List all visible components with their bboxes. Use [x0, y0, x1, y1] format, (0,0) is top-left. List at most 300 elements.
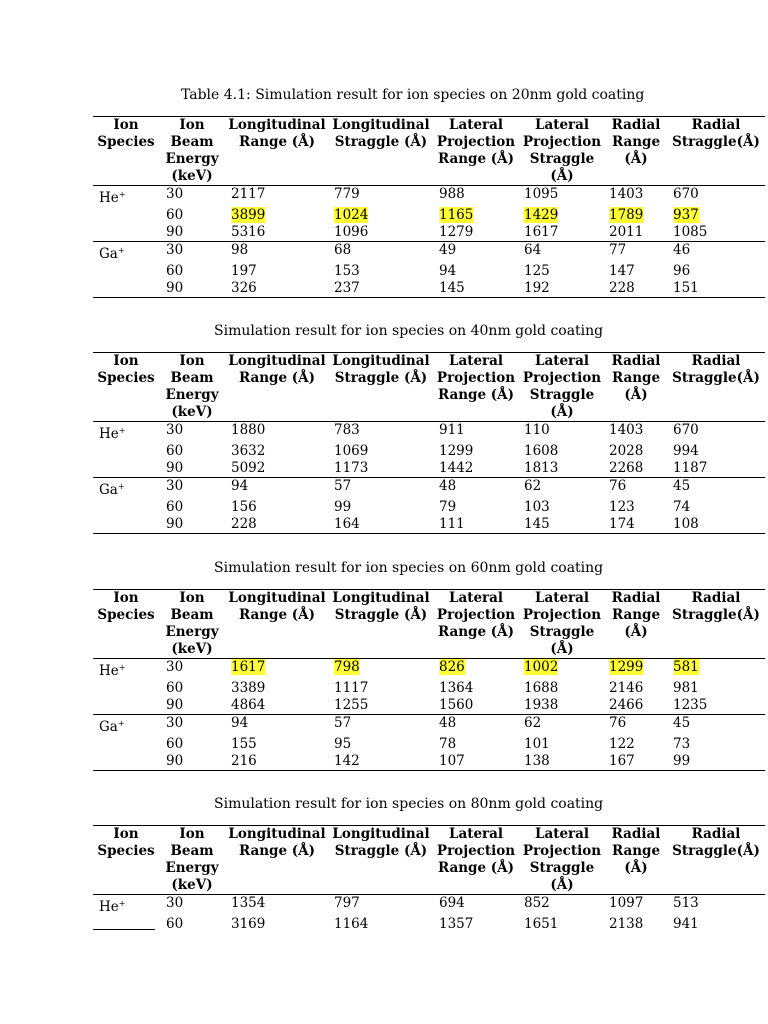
- column-header: [159, 117, 225, 186]
- value-cell: [667, 460, 765, 478]
- value-cell: [329, 186, 433, 208]
- value-cell: [329, 916, 433, 933]
- cell-value: 1095: [524, 186, 559, 202]
- column-header: [667, 117, 765, 186]
- header-row: [93, 353, 765, 422]
- cell-value: 1024: [334, 207, 369, 223]
- cell-value: 101: [524, 736, 550, 752]
- value-cell: [433, 186, 519, 208]
- value-cell: [605, 280, 667, 298]
- value-cell: [667, 207, 765, 224]
- cell-value: 5092: [231, 460, 266, 476]
- table-row: [93, 680, 765, 697]
- column-header-line: Ion: [113, 826, 139, 842]
- column-header-line: Range (Å): [238, 370, 316, 386]
- column-header-line: Straggle (Å): [334, 370, 428, 386]
- energy-cell: [159, 478, 225, 500]
- cell-value: 1299: [439, 443, 474, 459]
- cell-value: 1403: [609, 186, 644, 202]
- value-cell: [605, 753, 667, 771]
- value-cell: [519, 263, 605, 280]
- cell-value: 99: [673, 753, 691, 769]
- column-header-line: (Å): [550, 877, 574, 893]
- value-cell: [605, 715, 667, 737]
- cell-value: 4864: [231, 697, 266, 713]
- column-header-line: Beam: [170, 134, 214, 150]
- value-cell: [519, 895, 605, 917]
- energy-cell: [159, 280, 225, 298]
- column-header-line: Ion: [113, 590, 139, 606]
- cell-value: 3169: [231, 916, 266, 932]
- species-charge: +: [117, 246, 125, 255]
- column-header-line: (Å): [624, 624, 648, 640]
- cell-value: 78: [439, 736, 457, 752]
- column-header-line: Energy: [165, 151, 219, 167]
- value-cell: [433, 207, 519, 224]
- table-row: [93, 499, 765, 516]
- value-cell: [605, 460, 667, 478]
- cell-value: 1117: [334, 680, 369, 696]
- value-cell: [667, 736, 765, 753]
- value-cell: [329, 659, 433, 681]
- value-cell: [519, 680, 605, 697]
- header-row: [93, 117, 765, 186]
- ion-species-cell: [93, 516, 159, 534]
- column-header-line: (Å): [550, 168, 574, 184]
- energy-cell: [159, 659, 225, 681]
- cell-value: 798: [334, 659, 360, 675]
- cell-value: 1235: [673, 697, 708, 713]
- table-row: [93, 895, 765, 917]
- column-header-line: Longitudinal: [332, 353, 430, 369]
- value-cell: [667, 478, 765, 500]
- column-header-line: Radial: [611, 590, 661, 606]
- header-row: [93, 590, 765, 659]
- cell-value: 1364: [439, 680, 474, 696]
- table-caption: Simulation result for ion species on 80nm gold coating: [214, 796, 604, 812]
- cell-value: 90: [166, 753, 184, 769]
- column-header: [329, 353, 433, 422]
- value-cell: [519, 516, 605, 534]
- column-header-line: Species: [97, 134, 155, 150]
- value-cell: [225, 916, 329, 933]
- cell-value: 826: [439, 659, 465, 675]
- cell-value: 76: [609, 715, 627, 731]
- energy-cell: [159, 263, 225, 280]
- species-name: He: [99, 663, 119, 679]
- column-header-line: Projection: [522, 607, 602, 623]
- column-header-line: Range (Å): [238, 134, 316, 150]
- table-row: [93, 460, 765, 478]
- species-group: [93, 715, 765, 771]
- energy-cell: [159, 895, 225, 917]
- species-charge: +: [118, 426, 126, 435]
- value-cell: [519, 753, 605, 771]
- column-header: [667, 826, 765, 895]
- cell-value: 94: [231, 478, 249, 494]
- cell-value: 2117: [231, 186, 266, 202]
- column-header-line: Ion: [179, 590, 205, 606]
- value-cell: [667, 753, 765, 771]
- energy-cell: [159, 186, 225, 208]
- cell-value: 783: [334, 422, 360, 438]
- cell-value: 30: [166, 715, 184, 731]
- column-header-line: Radial: [691, 117, 741, 133]
- column-header-line: Radial: [611, 117, 661, 133]
- value-cell: [433, 895, 519, 917]
- table-row: [93, 697, 765, 715]
- value-cell: [329, 895, 433, 917]
- column-header-line: Range (Å): [437, 860, 515, 876]
- table-row: [93, 207, 765, 224]
- column-header: [329, 826, 433, 895]
- cell-value: 2466: [609, 697, 644, 713]
- value-cell: [519, 443, 605, 460]
- cell-value: 98: [231, 242, 249, 258]
- value-cell: [519, 280, 605, 298]
- value-cell: [433, 224, 519, 242]
- cell-value: 937: [673, 207, 699, 223]
- value-cell: [433, 499, 519, 516]
- value-cell: [329, 478, 433, 500]
- value-cell: [329, 499, 433, 516]
- column-header-line: (Å): [550, 641, 574, 657]
- species-name: Ga: [99, 482, 118, 498]
- value-cell: [225, 516, 329, 534]
- value-cell: [667, 659, 765, 681]
- cell-value: 68: [334, 242, 352, 258]
- cell-value: 852: [524, 895, 550, 911]
- column-header-line: Lateral: [448, 353, 504, 369]
- cell-value: 1403: [609, 422, 644, 438]
- value-cell: [329, 280, 433, 298]
- column-header-line: Radial: [691, 353, 741, 369]
- cell-value: 153: [334, 263, 360, 279]
- species-name: He: [99, 190, 119, 206]
- value-cell: [225, 280, 329, 298]
- value-cell: [605, 736, 667, 753]
- value-cell: [433, 659, 519, 681]
- simulation-table: [93, 589, 765, 771]
- column-header: [667, 590, 765, 659]
- ion-species-cell: [93, 499, 159, 516]
- cell-value: 911: [439, 422, 465, 438]
- cell-value: 988: [439, 186, 465, 202]
- cell-value: 1357: [439, 916, 474, 932]
- value-cell: [329, 516, 433, 534]
- column-header-line: Projection: [522, 134, 602, 150]
- cell-value: 77: [609, 242, 627, 258]
- value-cell: [329, 753, 433, 771]
- cell-value: 1299: [609, 659, 644, 675]
- value-cell: [519, 736, 605, 753]
- cell-value: 96: [673, 263, 691, 279]
- species-group: [93, 478, 765, 534]
- cell-value: 30: [166, 659, 184, 675]
- cell-value: 110: [524, 422, 550, 438]
- value-cell: [667, 422, 765, 444]
- value-cell: [519, 224, 605, 242]
- value-cell: [605, 659, 667, 681]
- cell-value: 90: [166, 516, 184, 532]
- cell-value: 138: [524, 753, 550, 769]
- value-cell: [433, 736, 519, 753]
- column-header-line: Straggle (Å): [334, 843, 428, 859]
- value-cell: [667, 916, 765, 933]
- table-row: [93, 242, 765, 264]
- column-header-line: (keV): [171, 168, 213, 184]
- value-cell: [433, 680, 519, 697]
- species-group: [93, 422, 765, 478]
- value-cell: [667, 715, 765, 737]
- energy-cell: [159, 680, 225, 697]
- column-header: [159, 353, 225, 422]
- cell-value: 60: [166, 736, 184, 752]
- cell-value: 90: [166, 280, 184, 296]
- column-header-line: Energy: [165, 860, 219, 876]
- value-cell: [667, 516, 765, 534]
- energy-cell: [159, 499, 225, 516]
- cell-value: 30: [166, 895, 184, 911]
- column-header-line: Range: [611, 843, 661, 859]
- cell-value: 2011: [609, 224, 644, 240]
- value-cell: [605, 499, 667, 516]
- cell-value: 228: [609, 280, 635, 296]
- column-header-line: Range: [611, 134, 661, 150]
- cell-value: 74: [673, 499, 691, 515]
- column-header: [329, 117, 433, 186]
- value-cell: [225, 715, 329, 737]
- column-header-line: Straggle(Å): [672, 843, 760, 859]
- cell-value: 45: [673, 478, 691, 494]
- value-cell: [225, 207, 329, 224]
- column-header-line: Lateral: [534, 353, 590, 369]
- table-row: [93, 736, 765, 753]
- cell-value: 1069: [334, 443, 369, 459]
- value-cell: [329, 263, 433, 280]
- value-cell: [667, 186, 765, 208]
- column-header-line: Projection: [436, 134, 516, 150]
- column-header-line: Energy: [165, 387, 219, 403]
- value-cell: [433, 478, 519, 500]
- simulation-table: [93, 352, 765, 534]
- value-cell: [329, 680, 433, 697]
- value-cell: [605, 895, 667, 917]
- value-cell: [605, 443, 667, 460]
- cell-value: 1096: [334, 224, 369, 240]
- cell-value: 1608: [524, 443, 559, 459]
- energy-cell: [159, 224, 225, 242]
- cell-value: 62: [524, 715, 542, 731]
- table-row: [93, 186, 765, 208]
- column-header-line: Longitudinal: [332, 826, 430, 842]
- ion-species-cell: [93, 280, 159, 298]
- value-cell: [519, 499, 605, 516]
- table-row: [93, 443, 765, 460]
- value-cell: [519, 207, 605, 224]
- column-header: [519, 117, 605, 186]
- column-header: [519, 590, 605, 659]
- cell-value: 3632: [231, 443, 266, 459]
- value-cell: [667, 680, 765, 697]
- column-header-line: Projection: [522, 843, 602, 859]
- value-cell: [433, 753, 519, 771]
- cell-value: 122: [609, 736, 635, 752]
- column-header: [519, 353, 605, 422]
- cell-value: 151: [673, 280, 699, 296]
- column-header-line: Lateral: [448, 826, 504, 842]
- ion-species-cell: [93, 916, 159, 933]
- column-header-line: Lateral: [534, 117, 590, 133]
- column-header-line: Straggle: [529, 387, 595, 403]
- ion-species-cell: [93, 224, 159, 242]
- cell-value: 3899: [231, 207, 266, 223]
- cell-value: 103: [524, 499, 550, 515]
- column-header-line: (Å): [624, 151, 648, 167]
- cell-value: 145: [439, 280, 465, 296]
- ion-species-cell: [93, 207, 159, 224]
- value-cell: [225, 895, 329, 917]
- column-header-line: Longitudinal: [228, 590, 326, 606]
- column-header-line: Radial: [691, 590, 741, 606]
- column-header-line: Straggle (Å): [334, 134, 428, 150]
- cell-value: 94: [439, 263, 457, 279]
- cell-value: 1617: [524, 224, 559, 240]
- column-header-line: Straggle(Å): [672, 607, 760, 623]
- table-row: [93, 263, 765, 280]
- cell-value: 94: [231, 715, 249, 731]
- column-header: [159, 826, 225, 895]
- ion-species-cell: [93, 422, 159, 444]
- value-cell: [519, 422, 605, 444]
- value-cell: [519, 697, 605, 715]
- species-charge: +: [117, 719, 125, 728]
- species-charge: +: [117, 482, 125, 491]
- species-charge: +: [118, 663, 126, 672]
- cell-value: 145: [524, 516, 550, 532]
- value-cell: [605, 478, 667, 500]
- species-name: Ga: [99, 246, 118, 262]
- column-header: [605, 353, 667, 422]
- value-cell: [433, 516, 519, 534]
- column-header-line: Projection: [436, 370, 516, 386]
- column-header-line: Lateral: [448, 117, 504, 133]
- column-header-line: Longitudinal: [228, 826, 326, 842]
- value-cell: [225, 186, 329, 208]
- value-cell: [519, 460, 605, 478]
- cell-value: 30: [166, 242, 184, 258]
- cell-value: 670: [673, 422, 699, 438]
- cell-value: 79: [439, 499, 457, 515]
- ion-species-cell: [93, 242, 159, 264]
- cell-value: 111: [439, 516, 465, 532]
- value-cell: [433, 242, 519, 264]
- cell-value: 1560: [439, 697, 474, 713]
- value-cell: [519, 478, 605, 500]
- table-row: [93, 280, 765, 298]
- energy-cell: [159, 242, 225, 264]
- cell-value: 156: [231, 499, 257, 515]
- energy-cell: [159, 753, 225, 771]
- column-header-line: Radial: [611, 826, 661, 842]
- column-header-line: Straggle: [529, 151, 595, 167]
- value-cell: [433, 422, 519, 444]
- column-header-line: Beam: [170, 843, 214, 859]
- cell-value: 1165: [439, 207, 474, 223]
- value-cell: [433, 715, 519, 737]
- value-cell: [519, 659, 605, 681]
- cell-value: 107: [439, 753, 465, 769]
- cell-value: 90: [166, 697, 184, 713]
- energy-cell: [159, 422, 225, 444]
- value-cell: [329, 460, 433, 478]
- table-caption: Simulation result for ion species on 40nm gold coating: [214, 323, 604, 339]
- column-header: [225, 117, 329, 186]
- cell-value: 192: [524, 280, 550, 296]
- cell-value: 581: [673, 659, 699, 675]
- column-header-line: (Å): [550, 404, 574, 420]
- energy-cell: [159, 516, 225, 534]
- cell-value: 30: [166, 478, 184, 494]
- column-header-line: Longitudinal: [332, 117, 430, 133]
- value-cell: [329, 697, 433, 715]
- cell-value: 1688: [524, 680, 559, 696]
- cell-value: 99: [334, 499, 352, 515]
- column-header: [225, 353, 329, 422]
- cell-value: 1617: [231, 659, 266, 675]
- cell-value: 60: [166, 207, 184, 223]
- cell-value: 60: [166, 499, 184, 515]
- cell-value: 1187: [673, 460, 708, 476]
- species-name: He: [99, 899, 119, 915]
- value-cell: [225, 753, 329, 771]
- value-cell: [605, 207, 667, 224]
- column-header-line: (Å): [624, 387, 648, 403]
- species-charge: +: [118, 190, 126, 199]
- column-header-line: Ion: [113, 117, 139, 133]
- cell-value: 981: [673, 680, 699, 696]
- column-header-line: Ion: [179, 826, 205, 842]
- cell-value: 2138: [609, 916, 644, 932]
- table-row: [93, 224, 765, 242]
- column-header: [225, 826, 329, 895]
- table-row: [93, 916, 765, 933]
- column-header-line: Lateral: [534, 590, 590, 606]
- cell-value: 57: [334, 478, 352, 494]
- cell-value: 164: [334, 516, 360, 532]
- cell-value: 3389: [231, 680, 266, 696]
- column-header-line: (keV): [171, 877, 213, 893]
- column-header: [433, 117, 519, 186]
- column-header-line: Ion: [179, 353, 205, 369]
- value-cell: [605, 422, 667, 444]
- cell-value: 125: [524, 263, 550, 279]
- cell-value: 60: [166, 443, 184, 459]
- ion-species-cell: [93, 753, 159, 771]
- cell-value: 1354: [231, 895, 266, 911]
- column-header: [433, 590, 519, 659]
- energy-cell: [159, 916, 225, 933]
- cell-value: 1880: [231, 422, 266, 438]
- column-header-line: (Å): [624, 860, 648, 876]
- ion-species-cell: [93, 895, 159, 917]
- column-header-line: (keV): [171, 641, 213, 657]
- column-header-line: Range (Å): [437, 151, 515, 167]
- value-cell: [329, 242, 433, 264]
- table-row: [93, 659, 765, 681]
- column-header-line: Projection: [436, 607, 516, 623]
- value-cell: [225, 499, 329, 516]
